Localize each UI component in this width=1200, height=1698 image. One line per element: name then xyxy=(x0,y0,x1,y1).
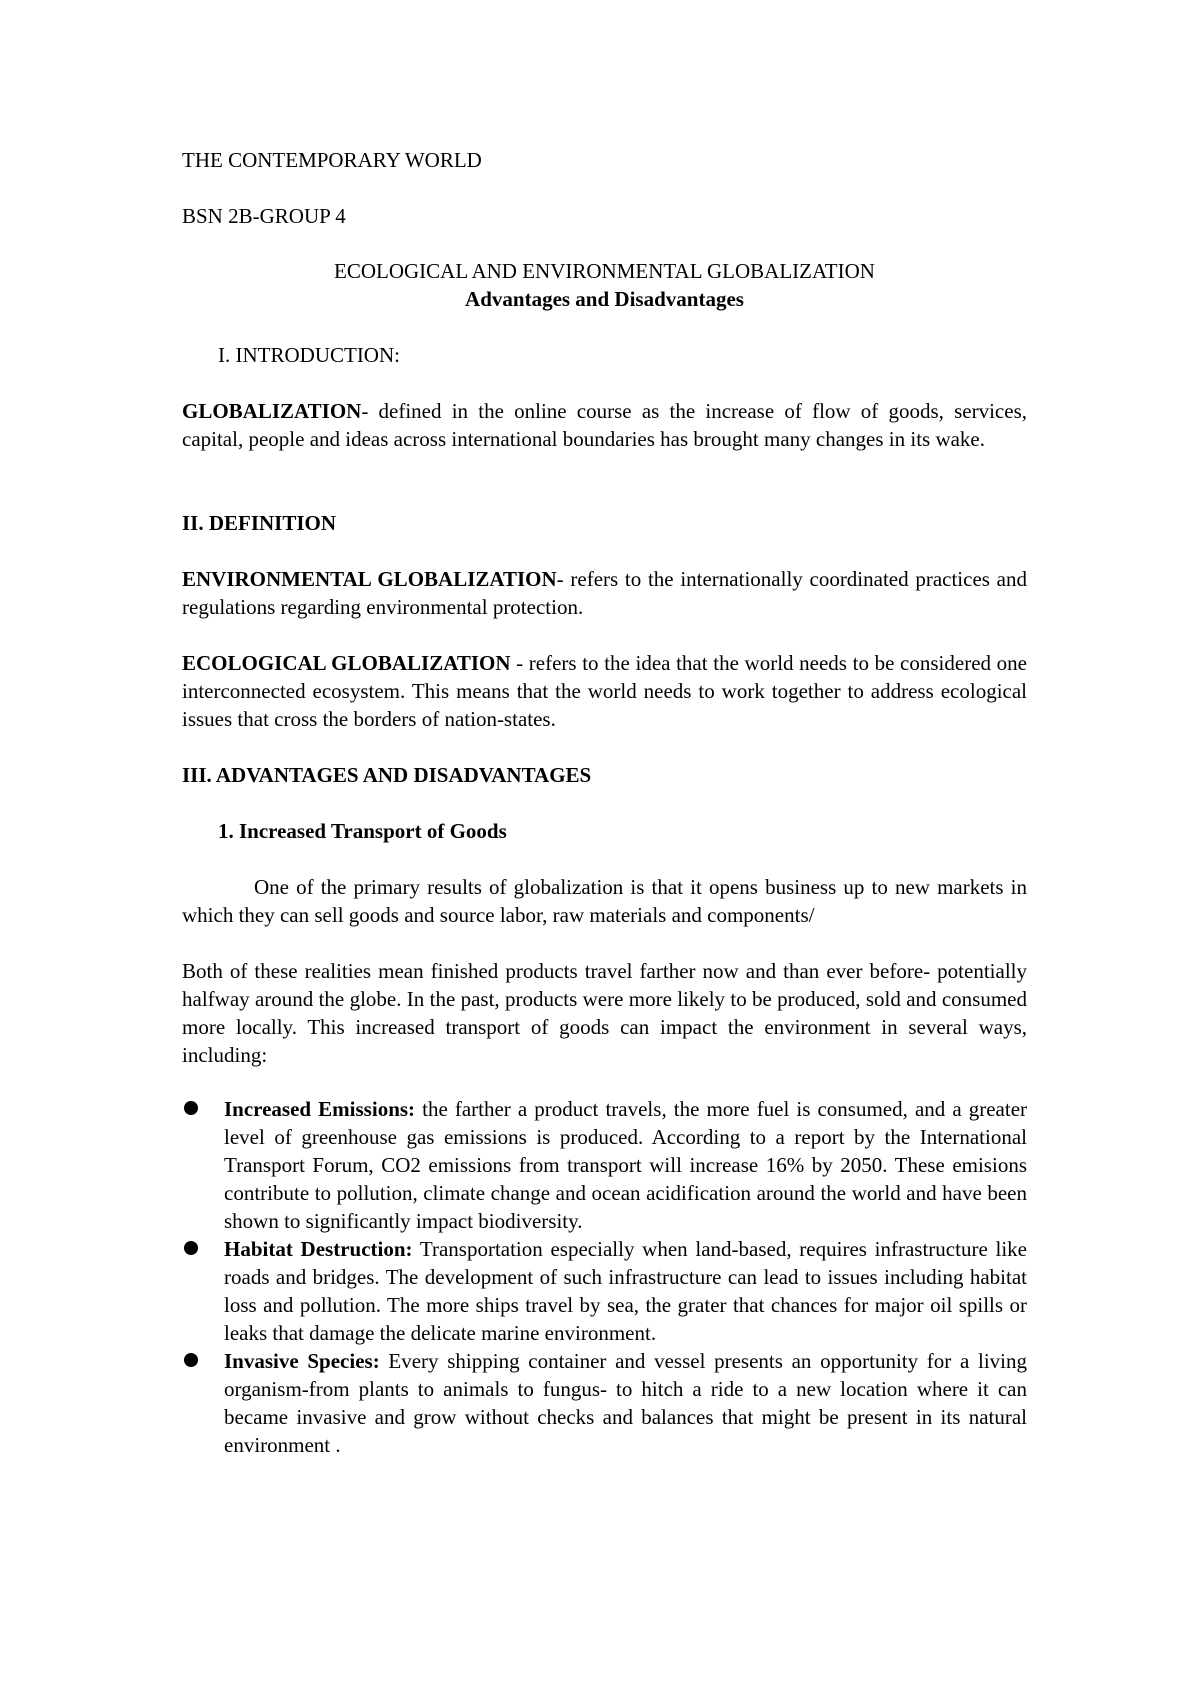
section-heading-definition: II. DEFINITION xyxy=(182,511,337,535)
subheading-transport: 1. Increased Transport of Goods xyxy=(218,819,507,843)
bullet-text: the farther a product travels, the more fuel is consumed, and a greater level of greenhouse gas emissions is produced. According to a report by the International Transport Forum, CO2 emissions from transport will increase 16% by 2050. These emisions contribute to pollution, climate change and ocean acidification around the world and have been shown to significantly impact biodiversity. xyxy=(224,1097,1028,1233)
bullet-text: Every shipping container and vessel presents an opportunity for a living organism-from plants to animals to fungus- to hitch a ride to a new location where it can became invasive and grow without checks and balances that might be present in its natural environment . xyxy=(224,1349,1027,1457)
env-text: - refers to the internationally coordinated practices and regulations regarding environmental protection. xyxy=(182,567,1027,619)
env-term: ENVIRONMENTAL GLOBALIZATION xyxy=(182,567,557,591)
bullet-item-habitat xyxy=(182,1235,1027,1347)
eco-term: ECOLOGICAL GLOBALIZATION xyxy=(182,651,511,675)
impact-bullet-list xyxy=(182,1095,1027,1459)
course-title: THE CONTEMPORARY WORLD xyxy=(182,148,482,172)
document-title: ECOLOGICAL AND ENVIRONMENTAL GLOBALIZATION xyxy=(334,259,875,283)
transport-paragraph-1: One of the primary results of globalization is that it opens business up to new markets in which they can sell goods and source labor, raw materials and components/ xyxy=(182,875,1027,927)
intro-text: - defined in the online course as the increase of flow of goods, services, capital, people and ideas across international boundaries has brought many changes in its wake. xyxy=(182,399,1027,451)
bullet-item-emissions xyxy=(182,1095,1027,1235)
group-label: BSN 2B-GROUP 4 xyxy=(182,204,346,228)
bullet-item-invasive xyxy=(182,1347,1027,1459)
bullet-text: Transportation especially when land-based, requires infrastructure like roads and bridges. The development of such infrastructure can lead to issues including habitat loss and pollution. The more ships travel by sea, the grater that chances for major oil spills or leaks that damage the delicate marine environment. xyxy=(224,1237,1027,1345)
bullet-term: Increased Emissions: xyxy=(224,1097,416,1121)
bullet-dot-icon xyxy=(184,1353,198,1367)
transport-paragraph-2: Both of these realities mean finished products travel farther now and than ever before- potentially halfway around the globe. In the past, products were more likely to be produced, sold and consumed more locally. This increased transport of goods can impact the environment in several ways, including: xyxy=(182,959,1027,1067)
eco-text: - refers to the idea that the world needs to be considered one interconnected ecosystem. This means that the world needs to work together to address ecological issues that cross the borders of nation-states. xyxy=(182,651,1027,731)
bullet-dot-icon xyxy=(184,1101,198,1115)
bullet-term: Habitat Destruction: xyxy=(224,1237,413,1261)
section-heading-introduction: I. INTRODUCTION: xyxy=(218,343,400,367)
bullet-term: Invasive Species: xyxy=(224,1349,380,1373)
document-subtitle: Advantages and Disadvantages xyxy=(465,287,744,311)
intro-paragraph xyxy=(182,397,1027,453)
intro-term: GLOBALIZATION xyxy=(182,399,362,423)
env-definition-paragraph xyxy=(182,565,1027,621)
section-heading-advantages: III. ADVANTAGES AND DISADVANTAGES xyxy=(182,763,592,787)
bullet-dot-icon xyxy=(184,1241,198,1255)
eco-definition-paragraph xyxy=(182,649,1027,733)
